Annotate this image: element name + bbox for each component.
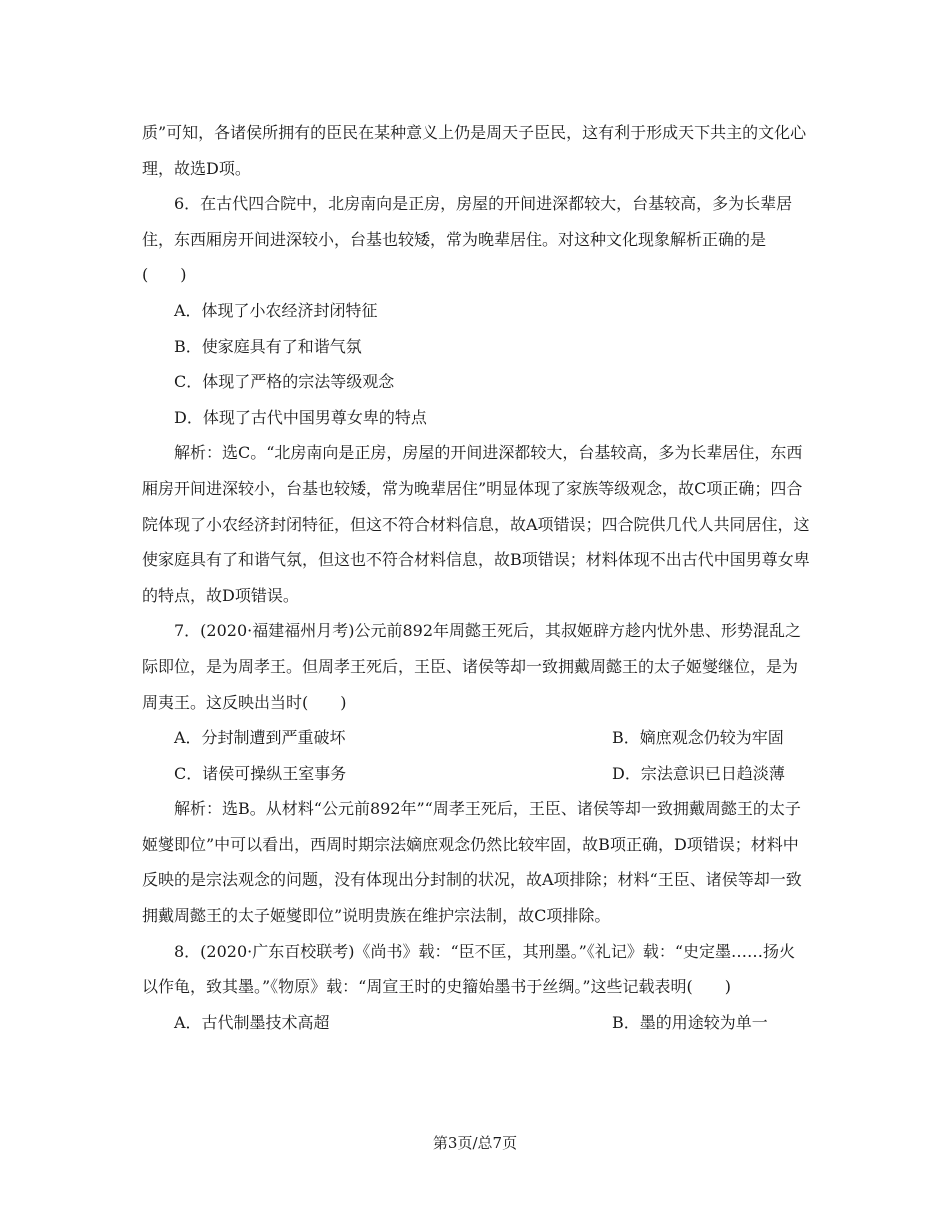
q7-option-b: B．嫡庶观念仍较为牢固 — [612, 728, 784, 748]
document-body — [142, 115, 810, 1040]
q7-analysis: 解析：选B。从材料“公元前892年”“周孝王死后，王臣、诸侯等却一致拥戴周懿王的太子姬燮即位”中可以看出，西周时期宗法嫡庶观念仍然比较牢固，故B项正确，D项错误；材料中反映的是宗法观念的问题，没有体现出分封制的状况，故A项排除；材料“王臣、诸侯等却一致拥戴周懿王的太子姬燮即位”说明贵族在维护宗法制，故C项排除。 — [142, 799, 802, 926]
q6-option-d: D．体现了古代中国男尊女卑的特点 — [174, 407, 427, 427]
q6-option-a: A．体现了小农经济封闭特征 — [174, 300, 378, 320]
q6-analysis: 解析：选C。“北房南向是正房，房屋的开间进深都较大，台基较高，多为长辈居住，东西厢房开间进深较小，台基也较矮，常为晚辈居住”明显体现了家族等级观念，故C项正确；四合院体现了小农经济封闭特征，但这不符合材料信息，故A项错误；四合院供几代人共同居住，这使家庭具有了和谐气氛，但这也不符合材料信息，故B项错误；材料体现不出古代中国男尊女卑的特点，故D项错误。 — [142, 443, 810, 605]
question-7: 7．(2020·福建福州月考)公元前892年周懿王死后，其叔姬辟方趁内忧外患、形势混乱之际即位，是为周孝王。但周孝王死后，王臣、诸侯等却一致拥戴周懿王的太子姬燮继位，是为周夷王。这反映出当时( ) — [142, 621, 802, 712]
q7-option-d: D．宗法意识已日趋淡薄 — [612, 763, 785, 783]
question-6: 6．在古代四合院中，北房南向是正房，房屋的开间进深都较大，台基较高，多为长辈居住，东西厢房开间进深较小，台基也较矮，常为晚辈居住。对这种文化现象解析正确的是( ) — [142, 194, 793, 285]
page-number: 第3页/总7页 — [432, 1134, 518, 1152]
paragraph-continuation: 质”可知，各诸侯所拥有的臣民在某种意义上仍是周天子臣民，这有利于形成天下共主的文化心理，故选D项。 — [142, 123, 807, 178]
question-8: 8．(2020·广东百校联考)《尚书》载：“臣不匡，其刑墨。”《礼记》载：“史定墨……扬火以作龟，致其墨。”《物原》载：“周宣王时的史籀始墨书于丝绸。”这些记载表明( ) — [142, 941, 796, 997]
q8-options-row-1 — [142, 1005, 810, 1041]
q6-option-c: C．体现了严格的宗法等级观念 — [174, 372, 395, 392]
q7-options-row-1 — [142, 720, 810, 756]
q6-option-b: B．使家庭具有了和谐气氛 — [174, 336, 362, 356]
q7-option-c: C．诸侯可操纵王室事务 — [174, 763, 347, 783]
q8-option-a: A．古代制墨技术高超 — [174, 1012, 330, 1032]
q7-options-row-2 — [142, 756, 810, 792]
q7-option-a: A．分封制遭到严重破坏 — [174, 728, 346, 748]
q8-option-b: B．墨的用途较为单一 — [612, 1012, 768, 1032]
